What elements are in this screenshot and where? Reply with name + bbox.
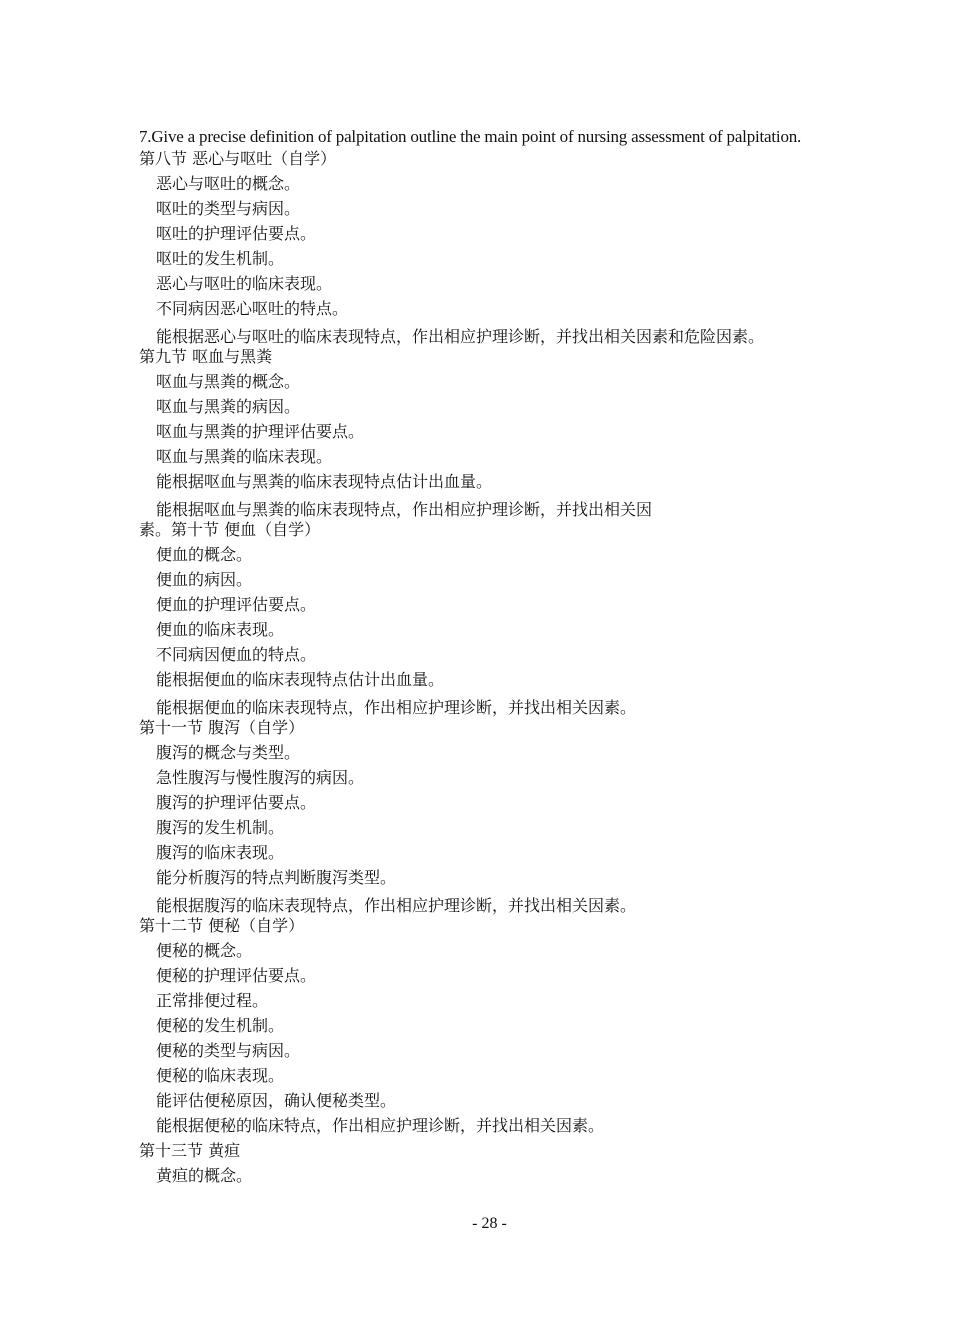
section-8-title: 第八节 恶心与呕吐（自学） <box>139 149 337 168</box>
list-item: 腹泻的概念与类型。 <box>156 743 301 762</box>
list-item: 便秘的临床表现。 <box>156 1066 285 1085</box>
list-item: 能根据便血的临床表现特点，作出相应护理诊断，并找出相关因素。 <box>156 698 637 717</box>
list-item: 呕吐的护理评估要点。 <box>156 224 317 243</box>
section-13-title: 第十三节 黄疸 <box>139 1141 241 1160</box>
list-item: 能根据呕血与黑粪的临床表现特点估计出血量。 <box>156 472 493 491</box>
list-item: 便秘的类型与病因。 <box>156 1041 301 1060</box>
list-item: 便秘的发生机制。 <box>156 1016 285 1035</box>
list-item: 正常排便过程。 <box>156 991 269 1010</box>
question-7: 7.Give a precise definition of palpitation outline the main point of nursing assessment of palpitation. <box>139 127 802 146</box>
page-number: - 28 - <box>472 1215 507 1232</box>
list-item: 呕血与黑粪的概念。 <box>156 372 301 391</box>
list-item: 呕吐的发生机制。 <box>156 249 285 268</box>
list-item: 呕血与黑粪的临床表现。 <box>156 447 333 466</box>
list-item: 能分析腹泻的特点判断腹泻类型。 <box>156 868 397 887</box>
section-9-title: 第九节 呕血与黑粪 <box>139 347 273 366</box>
section-10-title: 素。第十节 便血（自学） <box>139 520 321 539</box>
list-item: 能根据便血的临床表现特点估计出血量。 <box>156 670 445 689</box>
list-item: 呕血与黑粪的护理评估要点。 <box>156 422 365 441</box>
list-item: 便血的病因。 <box>156 570 253 589</box>
list-item: 便秘的概念。 <box>156 941 253 960</box>
list-item: 呕吐的类型与病因。 <box>156 199 301 218</box>
list-item: 恶心与呕吐的概念。 <box>156 174 301 193</box>
list-item: 不同病因恶心呕吐的特点。 <box>156 299 349 318</box>
list-item: 黄疸的概念。 <box>156 1166 253 1185</box>
list-item: 腹泻的护理评估要点。 <box>156 793 317 812</box>
list-item: 不同病因便血的特点。 <box>156 645 317 664</box>
section-11-title: 第十一节 腹泻（自学） <box>139 718 305 737</box>
list-item: 便血的临床表现。 <box>156 620 285 639</box>
list-item: 能根据呕血与黑粪的临床表现特点，作出相应护理诊断，并找出相关因 <box>156 500 653 519</box>
list-item: 便秘的护理评估要点。 <box>156 966 317 985</box>
list-item: 能根据便秘的临床特点，作出相应护理诊断，并找出相关因素。 <box>156 1116 605 1135</box>
list-item: 腹泻的临床表现。 <box>156 843 285 862</box>
list-item: 能根据恶心与呕吐的临床表现特点，作出相应护理诊断，并找出相关因素和危险因素。 <box>156 327 765 346</box>
list-item: 能根据腹泻的临床表现特点，作出相应护理诊断，并找出相关因素。 <box>156 896 637 915</box>
list-item: 腹泻的发生机制。 <box>156 818 285 837</box>
list-item: 便血的护理评估要点。 <box>156 595 317 614</box>
list-item: 能评估便秘原因，确认便秘类型。 <box>156 1091 397 1110</box>
list-item: 急性腹泻与慢性腹泻的病因。 <box>156 768 365 787</box>
list-item: 便血的概念。 <box>156 545 253 564</box>
list-item: 呕血与黑粪的病因。 <box>156 397 301 416</box>
list-item: 恶心与呕吐的临床表现。 <box>156 274 333 293</box>
section-12-title: 第十二节 便秘（自学） <box>139 916 305 935</box>
